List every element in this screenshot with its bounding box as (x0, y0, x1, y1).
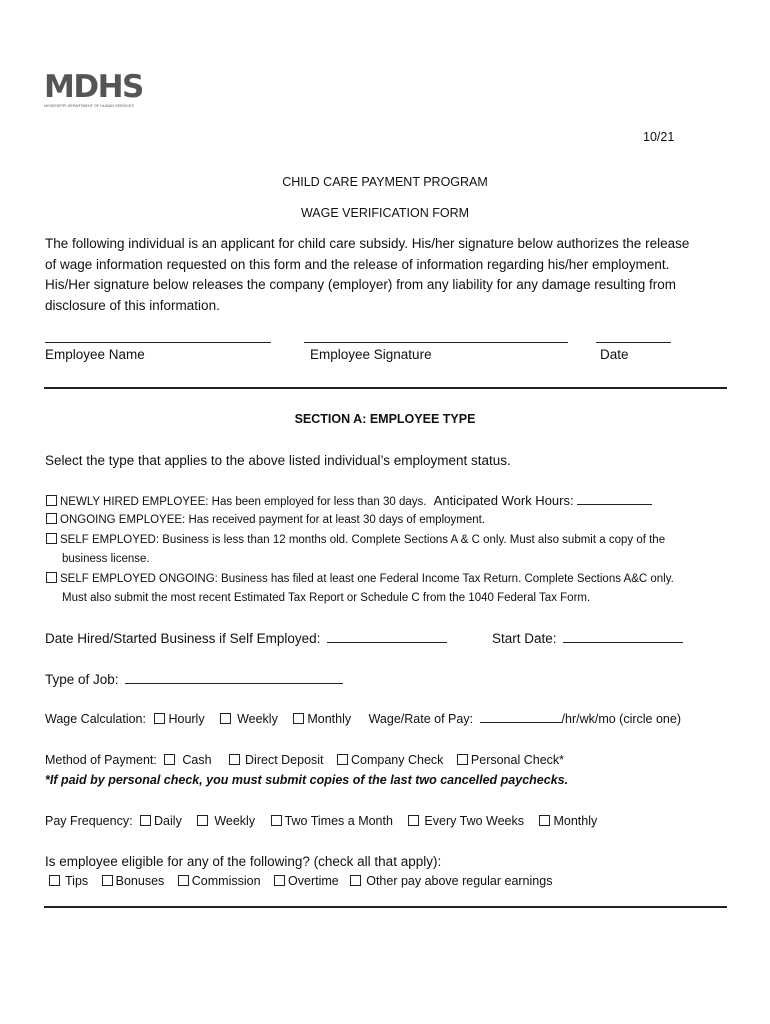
self-employed-checkbox[interactable] (46, 533, 57, 544)
weekly-wage-label: Weekly (237, 712, 278, 726)
employee-name-field[interactable] (45, 342, 271, 343)
self-employed-ongoing-label: SELF EMPLOYED ONGOING: Business has filed at least one Federal Income Tax Return. Complete Sections A&C only. (60, 573, 674, 585)
wage-rate-label: Wage/Rate of Pay: (368, 712, 474, 726)
eligible-question: Is employee eligible for any of the following? (check all that apply): (45, 854, 442, 869)
option-self-employed[interactable] (46, 533, 665, 546)
payment-method-label: Method of Payment: (45, 753, 157, 767)
self-employed-continuation: business license. (62, 553, 150, 565)
bonuses-label: Bonuses (115, 874, 165, 888)
form-subtitle: WAGE VERIFICATION FORM (300, 206, 470, 220)
type-of-job-label: Type of Job: (45, 672, 119, 687)
section-a-instruction: Select the type that applies to the above listed individual’s employment status. (45, 453, 511, 468)
date-label: Date (600, 347, 629, 362)
cash-checkbox[interactable] (164, 754, 175, 765)
self-employed-ongoing-checkbox[interactable] (46, 572, 57, 583)
date-hired-row (45, 631, 447, 646)
daily-checkbox[interactable] (140, 815, 151, 826)
overtime-label: Overtime (288, 874, 339, 888)
every-two-weeks-label: Every Two Weeks (424, 814, 524, 828)
anticipated-hours-label: Anticipated Work Hours: (433, 493, 574, 508)
commission-label: Commission (191, 874, 261, 888)
date-field[interactable] (596, 342, 671, 343)
weekly-wage-checkbox[interactable] (220, 713, 231, 724)
self-employed-ongoing-continuation: Must also submit the most recent Estimated Tax Report or Schedule C from the 1040 Federal Tax Form. (62, 592, 591, 604)
intro-line: His/Her signature below releases the company (employer) from any liability for any damage resulting from (45, 277, 677, 293)
newly-hired-checkbox[interactable] (46, 495, 57, 506)
tips-checkbox[interactable] (49, 875, 60, 886)
start-date-row (492, 631, 683, 646)
overtime-checkbox[interactable] (274, 875, 285, 886)
wage-calculation-label: Wage Calculation: (45, 712, 146, 726)
wage-rate-suffix: /hr/wk/mo (circle one) (561, 712, 682, 726)
commission-checkbox[interactable] (178, 875, 189, 886)
company-check-checkbox[interactable] (337, 754, 348, 765)
wage-rate-field[interactable] (480, 722, 562, 723)
tips-label: Tips (65, 874, 89, 888)
pay-frequency-label: Pay Frequency: (45, 814, 133, 828)
monthly-wage-label: Monthly (307, 712, 352, 726)
option-newly-hired[interactable] (46, 493, 652, 508)
company-check-label: Company Check (351, 753, 444, 767)
monthly-frequency-checkbox[interactable] (539, 815, 550, 826)
mdhs-logo (44, 69, 143, 108)
self-employed-label: SELF EMPLOYED: Business is less than 12 months old. Complete Sections A & C only. Must also submit a copy of the (60, 534, 666, 546)
employee-signature-label: Employee Signature (310, 347, 432, 362)
intro-line: disclosure of this information. (45, 297, 220, 313)
ongoing-label: ONGOING EMPLOYEE: Has received payment for at least 30 days of employment. (60, 514, 486, 526)
personal-check-note: *If paid by personal check, you must submit copies of the last two cancelled paychecks. (45, 773, 569, 787)
type-of-job-row (45, 672, 343, 687)
option-self-employed-ongoing[interactable] (46, 572, 674, 585)
other-pay-label: Other pay above regular earnings (366, 874, 553, 888)
start-date-field[interactable] (563, 642, 683, 643)
daily-label: Daily (154, 814, 182, 828)
monthly-frequency-label: Monthly (553, 814, 598, 828)
newly-hired-label: NEWLY HIRED EMPLOYEE: Has been employed for less than 30 days. (60, 496, 427, 508)
form-revision-date: 10/21 (643, 130, 675, 144)
weekly-frequency-label: Weekly (214, 814, 256, 828)
bonuses-checkbox[interactable] (102, 875, 113, 886)
date-hired-field[interactable] (327, 642, 447, 643)
intro-paragraph (45, 234, 735, 316)
other-pay-checkbox[interactable] (350, 875, 361, 886)
pay-frequency-row (45, 814, 597, 828)
payment-method-row (45, 753, 564, 767)
logo-subtitle: MISSISSIPPI DEPARTMENT OF HUMAN SERVICES (44, 104, 134, 108)
anticipated-hours-field[interactable] (577, 504, 652, 505)
wage-calculation-row (45, 712, 681, 726)
type-of-job-field[interactable] (125, 683, 343, 684)
option-ongoing[interactable] (46, 513, 485, 526)
logo-text: MDHS (44, 69, 143, 105)
two-times-month-label: Two Times a Month (284, 814, 393, 828)
weekly-frequency-checkbox[interactable] (197, 815, 208, 826)
hourly-checkbox[interactable] (154, 713, 165, 724)
direct-deposit-checkbox[interactable] (229, 754, 240, 765)
two-times-month-checkbox[interactable] (271, 815, 282, 826)
section-a-heading: SECTION A: EMPLOYEE TYPE (294, 412, 476, 426)
every-two-weeks-checkbox[interactable] (408, 815, 419, 826)
direct-deposit-label: Direct Deposit (245, 753, 324, 767)
monthly-wage-checkbox[interactable] (293, 713, 304, 724)
intro-line: of wage information requested on this form and the release of information regarding his/her employment. (45, 256, 670, 272)
employee-name-label: Employee Name (45, 347, 145, 362)
personal-check-label: Personal Check* (470, 753, 565, 767)
employee-signature-field[interactable] (304, 342, 568, 343)
personal-check-checkbox[interactable] (457, 754, 468, 765)
divider-top (44, 387, 727, 389)
divider-bottom (44, 906, 727, 908)
cash-label: Cash (182, 753, 212, 767)
form-title: CHILD CARE PAYMENT PROGRAM (282, 175, 488, 189)
intro-line: The following individual is an applicant for child care subsidy. His/her signature below authorizes the release (45, 236, 690, 251)
ongoing-checkbox[interactable] (46, 513, 57, 524)
start-date-label: Start Date: (492, 631, 557, 646)
hourly-label: Hourly (168, 712, 205, 726)
date-hired-label: Date Hired/Started Business if Self Employed: (45, 631, 321, 646)
eligible-options-row (49, 874, 552, 888)
